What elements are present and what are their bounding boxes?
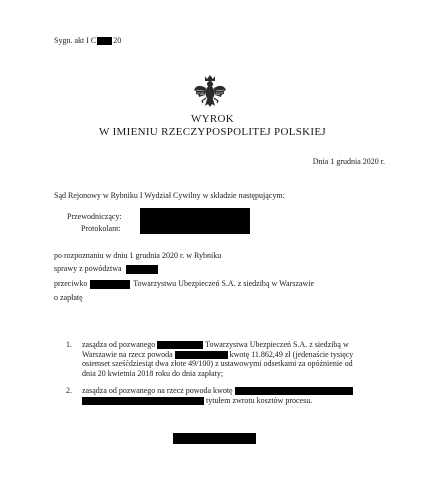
signature-redaction bbox=[173, 433, 256, 444]
ruling-item bbox=[82, 386, 374, 405]
document-title: WYROK bbox=[190, 113, 235, 125]
defendant-name: Towarzystwu Ubezpieczeń S.A. z siedzibą w Warszawie bbox=[133, 279, 314, 288]
ruling-text: kwotę 11.862,49 zł (jedenaście tysięcy bbox=[229, 349, 354, 359]
plaintiff-label: sprawy z powództwa bbox=[54, 264, 122, 273]
case-reference-suffix: 20 bbox=[113, 36, 122, 45]
redaction-bar bbox=[175, 351, 228, 359]
redaction-bar bbox=[90, 280, 130, 289]
ruling-line bbox=[82, 340, 374, 350]
ruling-line bbox=[82, 386, 374, 396]
ruling-number: 2. bbox=[66, 386, 72, 395]
case-reference-prefix: Sygn. akt I C bbox=[54, 36, 97, 45]
clerk-label: Protokolant: bbox=[81, 224, 121, 233]
redaction-bar bbox=[126, 265, 158, 274]
ruling-text: dnia 20 kwietnia 2018 roku do dnia zapłaty; bbox=[82, 368, 224, 378]
redaction-bar bbox=[157, 341, 203, 349]
redaction-bar bbox=[140, 208, 250, 234]
redaction-bar bbox=[97, 37, 112, 45]
polish-eagle-icon bbox=[193, 73, 227, 109]
ruling-text: zasądza od pozwanego na rzecz powoda kwotę bbox=[82, 386, 233, 395]
ruling-text: Warszawie na rzecz powoda bbox=[82, 349, 173, 359]
judgment-date: Dnia 1 grudnia 2020 r. bbox=[312, 157, 385, 166]
document-subtitle: W IMIENIU RZECZYPOSPOLITEJ POLSKIEJ bbox=[99, 126, 326, 138]
ruling-text: zasądza od pozwanego bbox=[82, 340, 156, 349]
defendant-line bbox=[54, 279, 314, 289]
redaction-bar bbox=[235, 387, 353, 395]
ruling-number: 1. bbox=[66, 340, 72, 349]
presiding-judge-label: Przewodniczący: bbox=[67, 212, 122, 221]
ruling-text: osiemset sześćdziesiąt dwa złote 49/100) z ustawowymi odsetkami za opóźnienie od bbox=[82, 359, 353, 368]
ruling-text: Towarzystwa Ubezpieczeń S.A. z siedzibą w bbox=[205, 340, 349, 349]
plaintiff-line bbox=[54, 264, 158, 274]
redaction-bar bbox=[82, 397, 204, 405]
ruling-item bbox=[82, 340, 374, 378]
court-composition: Sąd Rejonowy w Rybniku I Wydział Cywilny w składzie następującym: bbox=[54, 191, 285, 200]
case-reference bbox=[54, 36, 121, 46]
ruling-line bbox=[82, 396, 374, 406]
subject-line: o zapłatę bbox=[54, 293, 83, 302]
ruling-text: tytułem zwrotu kosztów procesu. bbox=[206, 395, 313, 405]
proceedings-line: po rozpoznaniu w dniu 1 grudnia 2020 r. w Rybniku bbox=[54, 251, 222, 260]
ruling-line bbox=[82, 350, 374, 360]
defendant-label: przeciwko bbox=[54, 279, 88, 288]
